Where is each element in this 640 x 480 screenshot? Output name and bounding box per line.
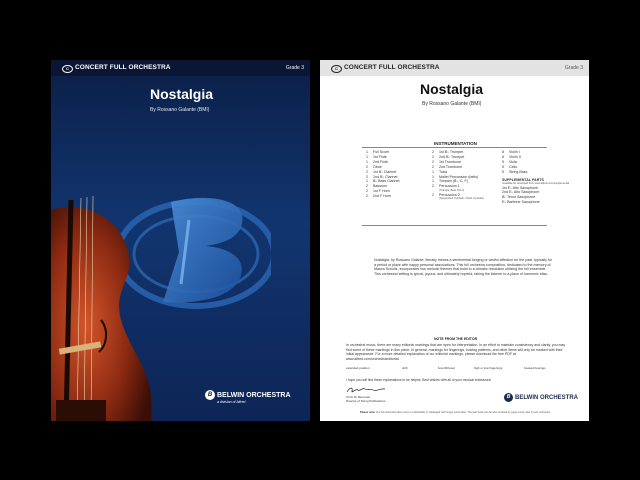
editorial-term: extended position xyxy=(346,366,370,370)
supplemental-item: 2nd E♭ Alto Saxophone xyxy=(502,190,540,195)
series-text: CONCERT FULL ORCHESTRA xyxy=(75,64,171,71)
instrument-detail: (Suspended Cymbals, Crash Cymbals) xyxy=(439,197,484,201)
instrument-name: Viola xyxy=(509,159,517,164)
part-count: 5 xyxy=(502,164,504,169)
instrument-row xyxy=(502,170,572,175)
series-label xyxy=(62,64,171,73)
instrument-name: Mallet Percussion (bells) xyxy=(439,174,479,179)
note-heading: NOTE FROM THE EDITOR xyxy=(434,337,478,341)
instrument-name: Tuba xyxy=(439,169,448,174)
publisher-logo xyxy=(205,390,291,404)
part-count: 2 xyxy=(366,189,368,194)
instrument-name: String Bass xyxy=(509,169,528,174)
editorial-term: hooked bowings xyxy=(524,366,546,370)
strings-list xyxy=(502,150,572,175)
part-count: 2 xyxy=(432,154,434,159)
editor-name: Chris M. Bernotas xyxy=(346,395,371,399)
part-count: 1 xyxy=(432,174,434,179)
instrument-name: 1st B♭ Trumpet xyxy=(439,150,464,154)
violin-image-icon xyxy=(51,170,156,421)
editorial-term: high or low fingerings xyxy=(474,366,503,370)
instrumentation-heading: INSTRUMENTATION xyxy=(434,141,477,146)
supplemental-heading: SUPPLEMENTAL PARTS xyxy=(502,177,544,182)
belwin-logo-icon: B xyxy=(205,390,215,400)
part-count: 5 xyxy=(502,169,504,174)
instrument-name: 1st Trombone xyxy=(439,159,461,164)
supplemental-item: B♭ Tenor Saxophone xyxy=(502,195,536,200)
instrument-name: Percussion 2 xyxy=(439,192,460,197)
editor-signature-block xyxy=(346,396,386,403)
part-count: 8 xyxy=(502,154,504,159)
instrument-name: Bassoon xyxy=(373,184,387,189)
cover-header-bar xyxy=(51,60,310,76)
series-logo-icon: C xyxy=(331,65,342,73)
instrument-name: 2nd B♭ Trumpet xyxy=(439,154,465,159)
part-count: 8 xyxy=(502,150,504,154)
instrument-name: 1st B♭ Clarinet xyxy=(373,169,397,174)
instrument-name: Percussion 1 xyxy=(439,184,460,189)
part-count: 2 xyxy=(366,184,368,189)
instrument-column-1 xyxy=(366,150,399,199)
instrument-row xyxy=(366,194,399,199)
part-count: 2 xyxy=(432,164,434,169)
part-count: 1 xyxy=(366,154,368,159)
instrument-name: Violin II xyxy=(509,154,521,159)
info-page xyxy=(320,60,589,421)
part-count: 2 xyxy=(432,184,434,189)
cover-composer: By Rossano Galante (BMI) xyxy=(150,107,210,113)
instrument-name: 2nd Flute xyxy=(373,159,388,164)
instrument-detail: (Triangle, Bass Drum) xyxy=(439,189,465,193)
cover-title: Nostalgia xyxy=(150,86,214,102)
publisher-logo-text: BELWIN ORCHESTRA xyxy=(515,395,578,402)
instrument-name: Full Score xyxy=(373,150,390,154)
note-body: In orchestral music, there are many editorial markings that are open for interpretation. In an effort to maintain consistency and clarity, you may find some of these markings in this piece. In general, markings for fingerings, bowing patterns, and other items will only be marked with their initial appearance. For a more detailed explanation of our editorial markings, please download the free PDF at www.alfred.com/orchestraeditorial. xyxy=(346,343,566,361)
series-text: CONCERT FULL ORCHESTRA xyxy=(344,64,440,71)
info-composer: By Rossano Galante (BMI) xyxy=(422,101,482,107)
series-label xyxy=(331,64,440,73)
instrument-name: Oboe xyxy=(373,164,382,169)
part-count: 2 xyxy=(366,169,368,174)
part-count: 5 xyxy=(502,159,504,164)
publisher-sub-text: a division of Alfred xyxy=(217,400,246,404)
part-count: 1 xyxy=(432,179,434,184)
grade-label: Grade 3 xyxy=(564,65,583,71)
instrument-name: 2nd Trombone xyxy=(439,164,463,169)
part-count: 2 xyxy=(432,150,434,154)
description-paragraph: Nostalgia, by Rossano Galante, literally means a sentimental longing or wistful affection for the past, typically for a period or place with happy personal associations. This full orchestra composition, dedicated to the memory of Mason Schultz, incorporates two melodic themes that build to a climatic resolution utilizing the full ensemble. This orchestral setting is lyrical, joyous, and ultimately hopeful, taking the listener to a place of harmonic bliss. xyxy=(374,258,553,276)
editor-title: Director of String Publications xyxy=(346,398,386,403)
instrument-name: Cello xyxy=(509,164,518,169)
part-count: 2 xyxy=(366,164,368,169)
instrument-name: 1st Flute xyxy=(373,154,387,159)
signature-icon xyxy=(346,386,386,395)
footer-note xyxy=(360,411,551,414)
part-count: 2 xyxy=(366,174,368,179)
closing-sentence: I hope you will find these explanations to be helpful. Best wishes with all of your musical endeavors! xyxy=(346,378,492,382)
part-count: 1 xyxy=(366,150,368,154)
series-logo-icon: C xyxy=(62,65,73,73)
instrument-column-2 xyxy=(432,150,484,201)
cover-page xyxy=(51,60,310,421)
part-count: 1 xyxy=(366,179,368,184)
part-count: 2 xyxy=(432,192,434,197)
instrument-name: Violin I xyxy=(509,150,520,154)
belwin-logo-icon: B xyxy=(504,393,513,402)
divider xyxy=(362,147,547,148)
instrument-name: Timpani (B♭, C, F) xyxy=(439,179,468,184)
part-count: 2 xyxy=(366,194,368,199)
part-count: 2 xyxy=(432,159,434,164)
supplemental-note: Available for download from www.alfred.com/supplemental xyxy=(502,182,570,186)
supplemental-item: E♭ Baritone Saxophone xyxy=(502,200,540,205)
instrument-name: 2nd B♭ Clarinet xyxy=(373,174,398,179)
supplemental-list xyxy=(502,186,572,206)
instrument-name: B♭ Bass Clarinet xyxy=(373,179,400,184)
instrument-name: 2nd F Horn xyxy=(373,194,391,199)
editorial-term: shift xyxy=(402,366,408,370)
publisher-logo xyxy=(504,393,578,402)
footer-text: Our full orchestra titles come in individually or cataloged with longer parts titles. The part book can be also ordered by page count, also in jazz orchestra. xyxy=(375,411,551,414)
info-title: Nostalgia xyxy=(420,81,484,97)
footer-bold: Please note: xyxy=(360,411,376,414)
supplemental-item: 1st E♭ Alto Saxophone xyxy=(502,185,539,190)
instrument-name: 1st F Horn xyxy=(373,189,390,194)
part-count: 1 xyxy=(366,159,368,164)
publisher-logo-text: BELWIN ORCHESTRA xyxy=(217,391,291,399)
part-count: 1 xyxy=(432,169,434,174)
divider xyxy=(362,225,547,226)
info-header-bar xyxy=(320,60,589,76)
instrument-column-3 xyxy=(502,150,572,205)
grade-label: Grade 3 xyxy=(285,65,304,71)
editorial-term: bow lift/reset xyxy=(438,366,455,370)
